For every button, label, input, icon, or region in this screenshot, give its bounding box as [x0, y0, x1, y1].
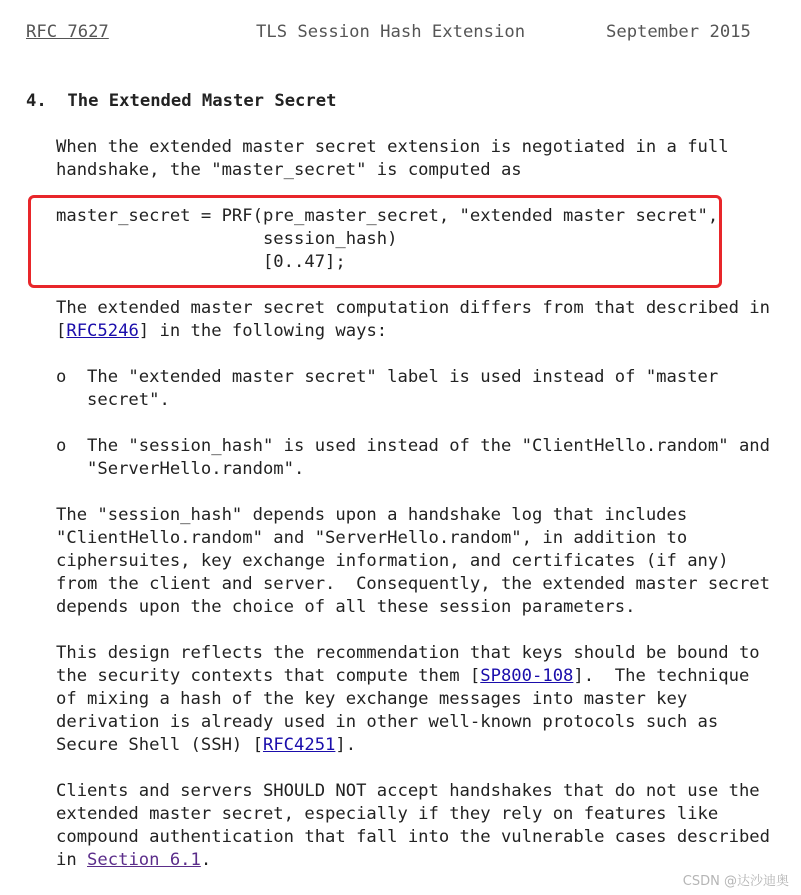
para4-line2-text-post: ]. The technique: [573, 666, 750, 686]
csdn-watermark: CSDN @达沙迪奥: [682, 874, 789, 889]
bracket-open: [: [56, 321, 67, 341]
para2-line2: [56, 320, 387, 343]
rfc4251-link[interactable]: RFC4251: [262, 735, 336, 755]
para3-line5: depends upon the choice of all these session parameters.: [56, 597, 636, 617]
code-line3: [0..47];: [56, 252, 346, 272]
para5-line3: compound authentication that fall into the vulnerable cases described: [56, 827, 770, 847]
document-title: TLS Session Hash Extension: [256, 22, 526, 42]
para4-line1: This design reflects the recommendation that keys should be bound to: [56, 643, 760, 663]
para5-line4-text-post: .: [200, 850, 212, 870]
bullet2-line1: o The "session_hash" is used instead of the "ClientHello.random" and: [56, 436, 770, 456]
para5-line4: [56, 849, 211, 872]
para4-line2-text-pre: the security contexts that compute them [: [56, 666, 481, 686]
bullet1-line1: o The "extended master secret" label is used instead of "master: [56, 367, 719, 387]
bullet1-line2: secret".: [56, 390, 170, 410]
para2-line2-text: ] in the following ways:: [138, 321, 388, 341]
section-6-1-link[interactable]: Section 6.1: [87, 850, 201, 870]
para4-line4: derivation is already used in other well-known protocols such as: [56, 712, 719, 732]
code-line1: master_secret = PRF(pre_master_secret, "extended master secret",: [56, 206, 719, 226]
rfc-number-link[interactable]: RFC 7627: [26, 22, 109, 42]
para5-line4-text-pre: in: [56, 850, 88, 870]
para1-line1: When the extended master secret extension is negotiated in a full: [56, 137, 729, 157]
rfc5246-link[interactable]: RFC5246: [66, 321, 139, 341]
sp800-108-link[interactable]: SP800-108: [480, 666, 574, 686]
para2-line1: The extended master secret computation differs from that described in: [56, 298, 770, 318]
para3-line3: ciphersuites, key exchange information, and certificates (if any): [56, 551, 729, 571]
para4-line5-text-post: ].: [335, 735, 357, 755]
para1-line2: handshake, the "master_secret" is computed as: [56, 160, 522, 180]
para4-line3: of mixing a hash of the key exchange messages into master key: [56, 689, 688, 709]
para5-line1: Clients and servers SHOULD NOT accept handshakes that do not use the: [56, 781, 760, 801]
para3-line4: from the client and server. Consequently, the extended master secret: [56, 574, 770, 594]
section-number: 4.: [26, 91, 47, 111]
para4-line5: [56, 734, 356, 757]
para3-line1: The "session_hash" depends upon a handshake log that includes: [56, 505, 688, 525]
para3-line2: "ClientHello.random" and "ServerHello.random", in addition to: [56, 528, 688, 548]
section-title: The Extended Master Secret: [67, 91, 337, 111]
document-date: September 2015: [606, 22, 751, 42]
bullet2-line2: "ServerHello.random".: [56, 459, 305, 479]
para4-line2: [56, 665, 749, 688]
section-heading: [26, 90, 336, 113]
para4-line5-text-pre: Secure Shell (SSH) [: [56, 735, 263, 755]
code-line2: session_hash): [56, 229, 398, 249]
para5-line2: extended master secret, especially if they rely on features like: [56, 804, 719, 824]
